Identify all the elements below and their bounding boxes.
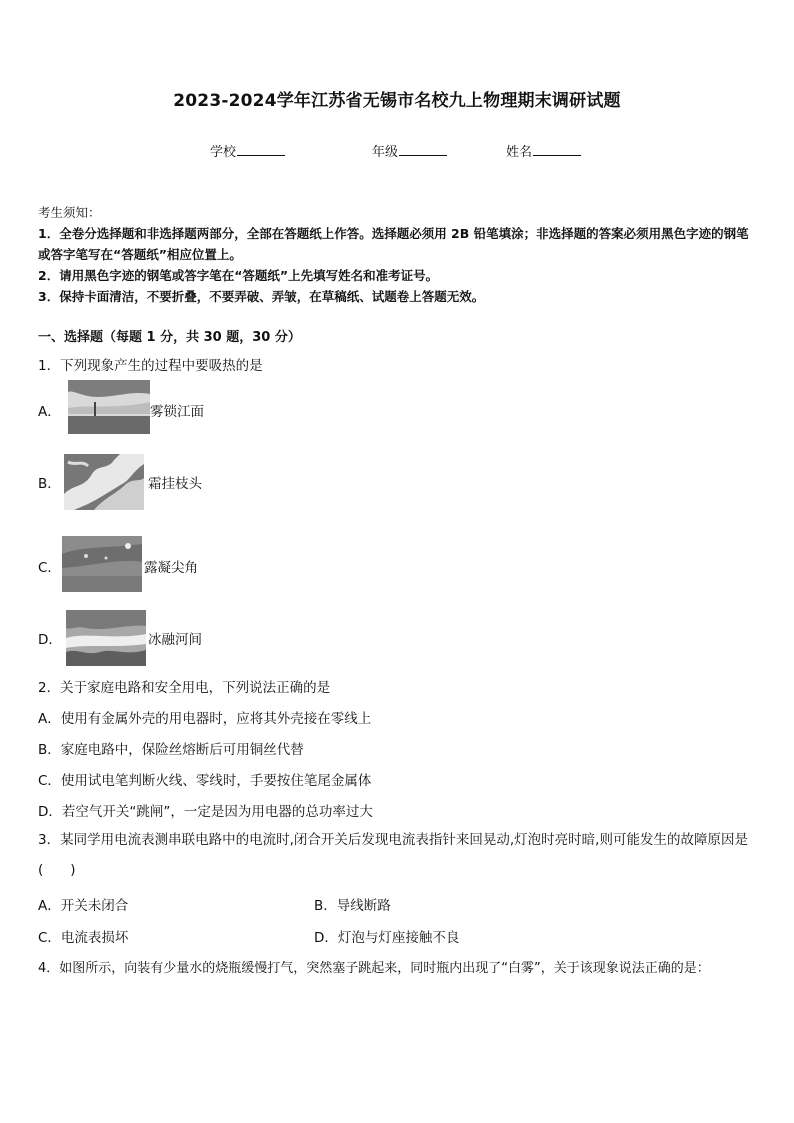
grade-field — [372, 141, 447, 160]
notice-heading: 考生须知： — [38, 205, 101, 220]
option-letter: A． — [38, 404, 61, 420]
option-letter: D． — [38, 632, 62, 648]
option-letter: B． — [38, 476, 61, 492]
option-caption: 雾锁江面 — [150, 404, 204, 420]
q2-option-c: C．使用试电笔判断火线、零线时，手要按住笔尾金属体 — [38, 773, 372, 789]
school-blank — [237, 143, 285, 156]
grade-blank — [399, 143, 447, 156]
page-title: 2023-2024学年江苏省无锡市名校九上物理期末调研试题 — [173, 91, 621, 111]
notice-item-3: 3．保持卡面清洁，不要折叠，不要弄破、弄皱，在草稿纸、试题卷上答题无效。 — [38, 289, 485, 304]
option-caption: 霜挂枝头 — [148, 476, 202, 492]
option-caption: 冰融河间 — [148, 632, 202, 648]
grade-label: 年级 — [372, 145, 399, 160]
notice-item-1: 1．全卷分选择题和非选择题两部分，全部在答题纸上作答。选择题必须用 2B 铅笔填涂；非选择题的答案必须用黑色字迹的钢笔或答字笔写在“答题纸”相应位置上。 — [38, 226, 749, 262]
dew-leaf-image — [62, 536, 142, 592]
q3-option-a: A．开关未闭合 — [38, 898, 129, 914]
melting-ice-image — [66, 610, 146, 666]
question-2-stem: 2．关于家庭电路和安全用电，下列说法正确的是 — [38, 680, 331, 696]
name-label: 姓名 — [506, 145, 533, 160]
q3-option-d: D．灯泡与灯座接触不良 — [314, 930, 460, 946]
frost-branch-image — [64, 454, 144, 510]
exam-notice — [38, 202, 758, 307]
fog-river-image — [68, 380, 150, 434]
section-heading: 一、选择题（每题 1 分，共 30 题，30 分） — [38, 330, 301, 345]
option-letter: C． — [38, 560, 61, 576]
question-3-stem: 3．某同学用电流表测串联电路中的电流时,闭合开关后发现电流表指针来回晃动,灯泡时亮时暗,则可能发生的故障原因是( ) — [38, 832, 748, 878]
question-1-stem: 1．下列现象产生的过程中要吸热的是 — [38, 358, 263, 374]
q2-option-b: B．家庭电路中，保险丝熔断后可用铜丝代替 — [38, 742, 304, 758]
q2-option-a: A．使用有金属外壳的用电器时，应将其外壳接在零线上 — [38, 711, 372, 727]
option-caption: 露凝尖角 — [144, 560, 198, 576]
name-blank — [533, 143, 581, 156]
question-4-stem: 4．如图所示，向装有少量水的烧瓶缓慢打气，突然塞子跳起来，同时瓶内出现了“白雾”，关于该现象说法正确的是： — [38, 961, 710, 976]
school-label: 学校 — [210, 145, 237, 160]
q3-option-b: B．导线断路 — [314, 898, 391, 914]
school-field — [210, 141, 285, 160]
name-field — [506, 141, 581, 160]
q3-option-c: C．电流表损坏 — [38, 930, 129, 946]
notice-item-2: 2．请用黑色字迹的钢笔或答字笔在“答题纸”上先填写姓名和准考证号。 — [38, 268, 439, 283]
q2-option-d: D．若空气开关“跳闸”，一定是因为用电器的总功率过大 — [38, 804, 373, 820]
